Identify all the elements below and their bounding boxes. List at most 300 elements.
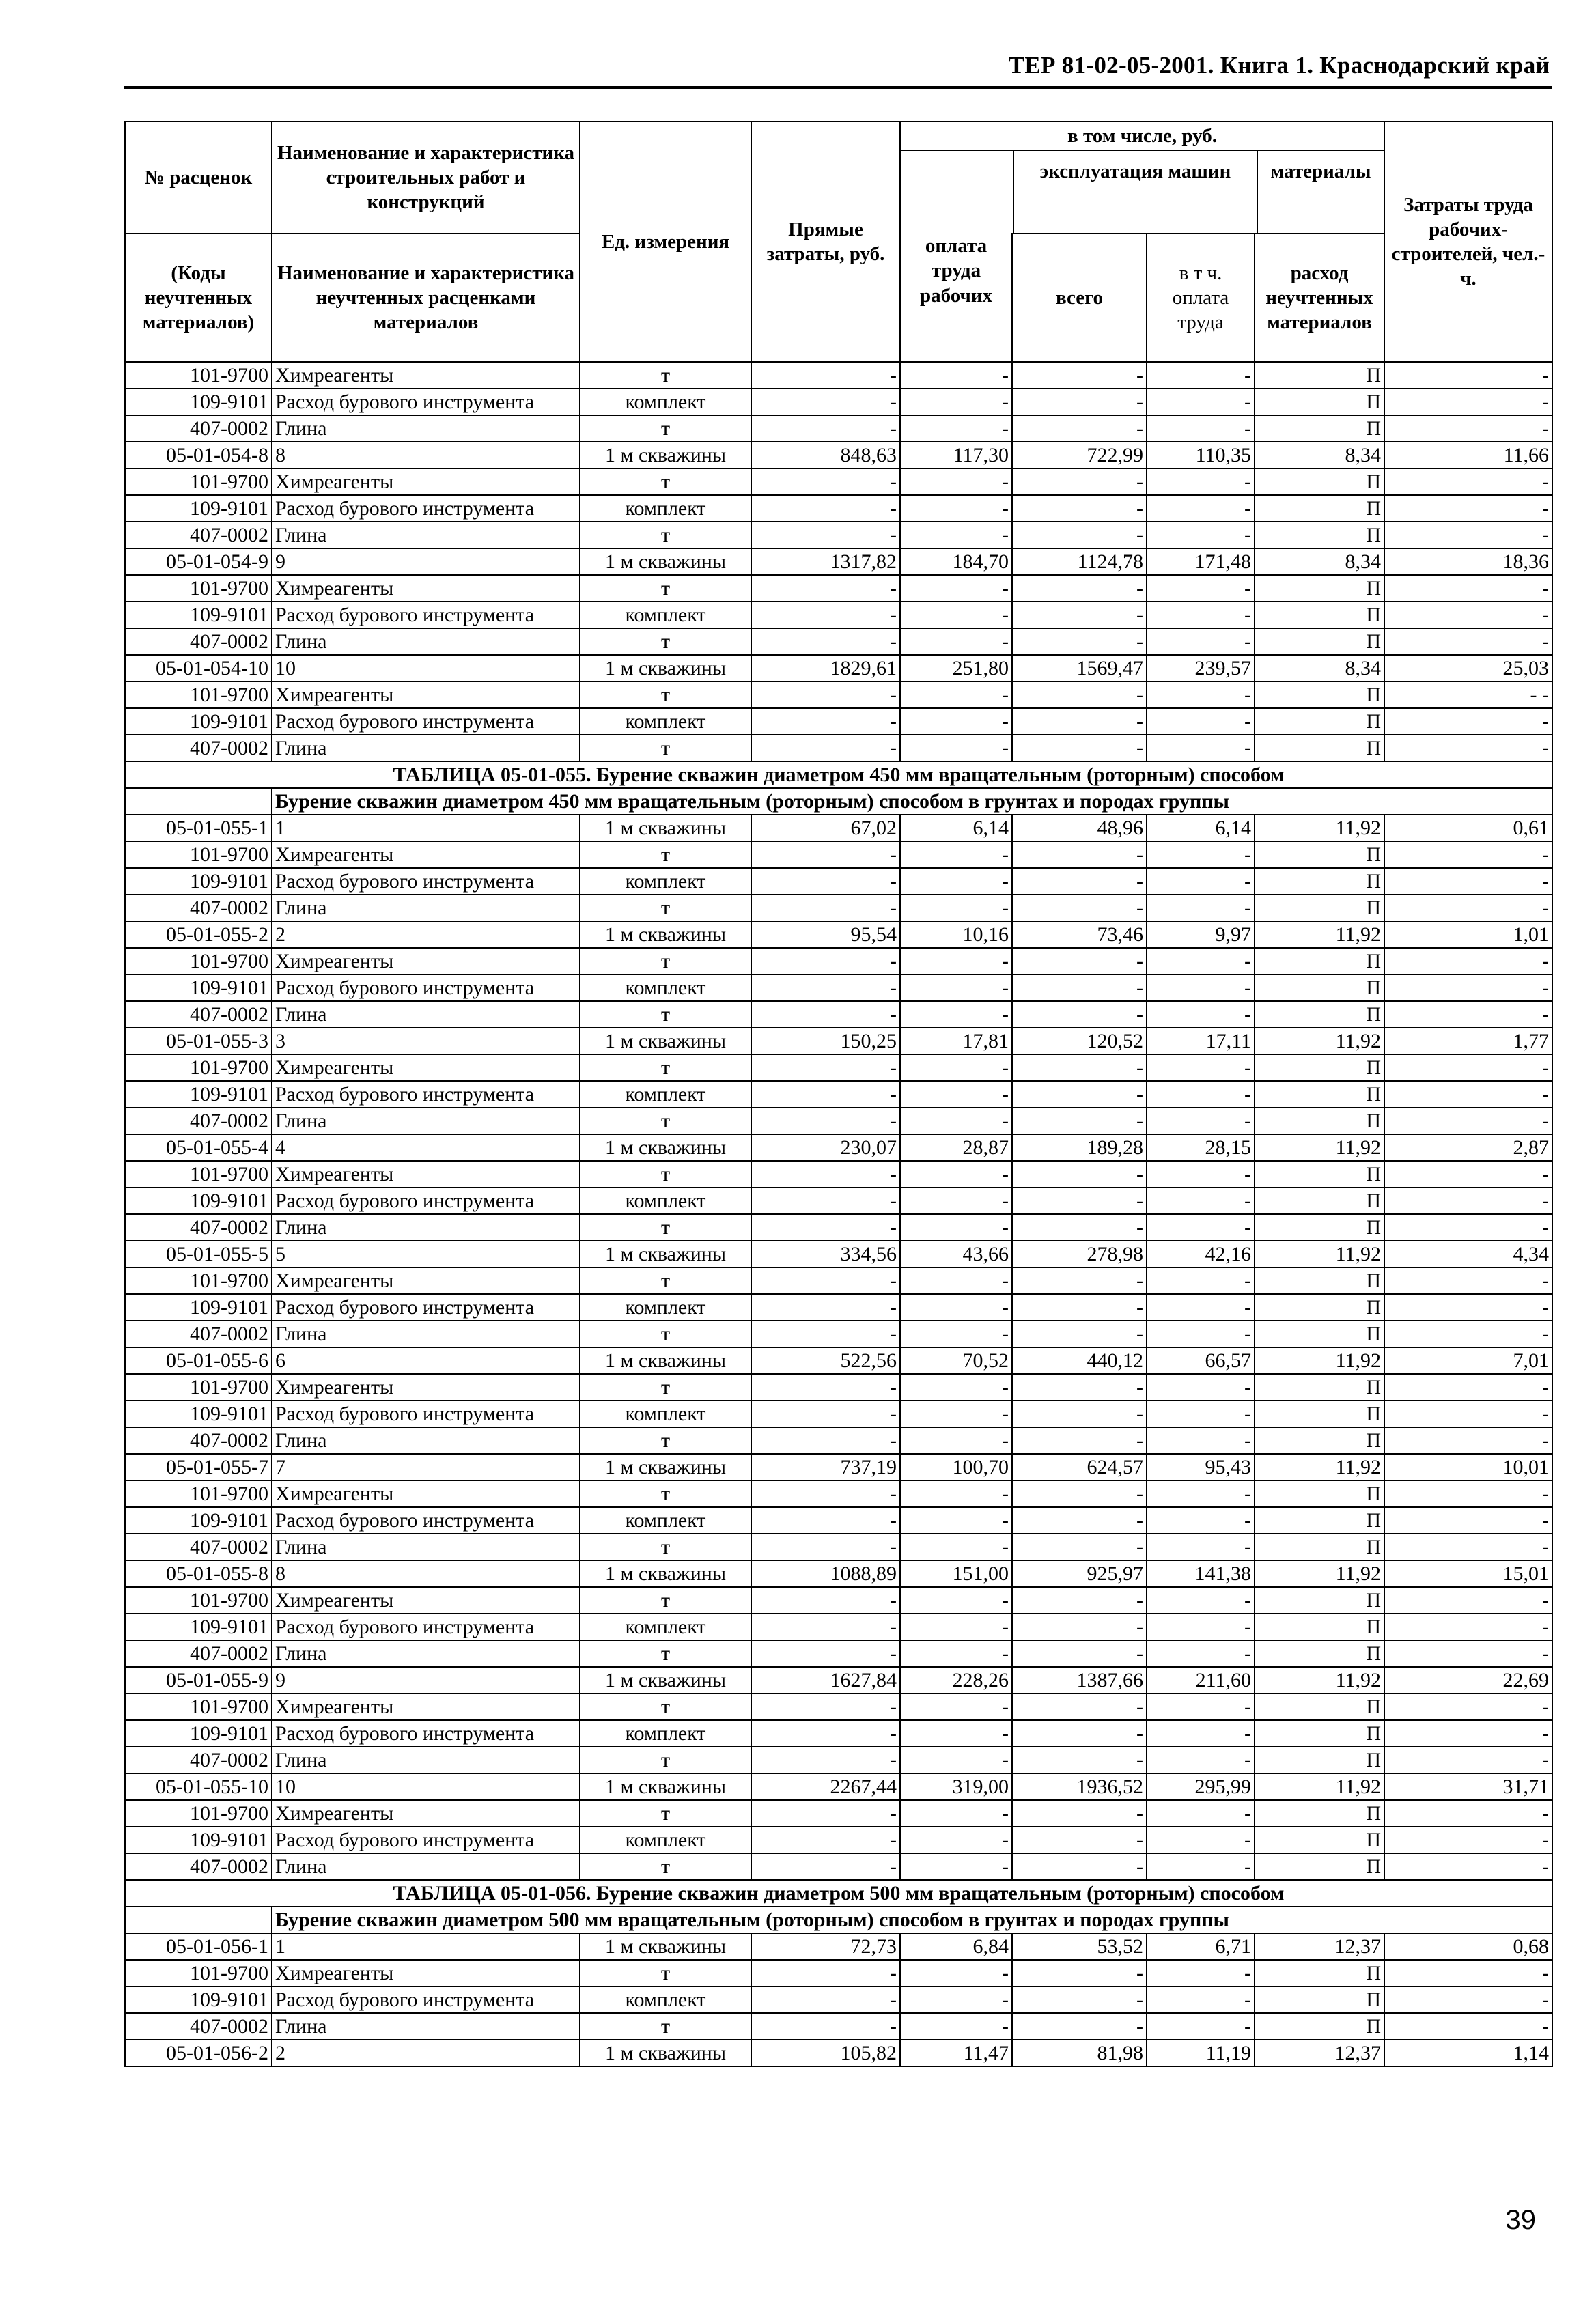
cell-direct: - bbox=[751, 1081, 900, 1108]
cell-name: 2 bbox=[272, 2040, 580, 2066]
cell-mach: - bbox=[1012, 1986, 1147, 2013]
cell-name: Расход бурового инструмента bbox=[272, 1081, 580, 1108]
cell-mach: - bbox=[1012, 415, 1147, 442]
cell-mach: 1387,66 bbox=[1012, 1667, 1147, 1694]
cell-mat: 11,92 bbox=[1255, 1773, 1384, 1800]
cell-code: 101-9700 bbox=[125, 1480, 272, 1507]
cell-pay: - bbox=[900, 868, 1012, 895]
cell-unit: 1 м скважины bbox=[580, 2040, 751, 2066]
cell-name: Глина bbox=[272, 895, 580, 921]
cell-mach: - bbox=[1012, 1853, 1147, 1880]
cell-code: 05-01-054-8 bbox=[125, 442, 272, 468]
table-row bbox=[125, 1773, 1552, 1800]
cell-unit: т bbox=[580, 415, 751, 442]
cell-labor: - bbox=[1384, 735, 1552, 761]
table-row bbox=[125, 1214, 1552, 1241]
table-row bbox=[125, 868, 1552, 895]
table-row bbox=[125, 1028, 1552, 1054]
cell-mach: 120,52 bbox=[1012, 1028, 1147, 1054]
cell-code: 05-01-056-2 bbox=[125, 2040, 272, 2066]
table-row bbox=[125, 682, 1552, 708]
cell-pay: 6,84 bbox=[900, 1933, 1012, 1960]
cell-pay: - bbox=[900, 1747, 1012, 1773]
cell-labor: - bbox=[1384, 1614, 1552, 1640]
cell-name: 3 bbox=[272, 1028, 580, 1054]
cell-code: 109-9101 bbox=[125, 1827, 272, 1853]
cell-labor: - bbox=[1384, 868, 1552, 895]
cell-labor: 15,01 bbox=[1384, 1560, 1552, 1587]
cell-unit: комплект bbox=[580, 1720, 751, 1747]
cell-mat: П bbox=[1255, 1720, 1384, 1747]
table-row bbox=[125, 1134, 1552, 1161]
cell-direct: - bbox=[751, 522, 900, 548]
cell-code: 109-9101 bbox=[125, 495, 272, 522]
cell-labor: - bbox=[1384, 841, 1552, 868]
cell-unit: комплект bbox=[580, 1401, 751, 1427]
cell-mach: 925,97 bbox=[1012, 1560, 1147, 1587]
cell-pay: 151,00 bbox=[900, 1560, 1012, 1587]
cell-labor: - bbox=[1384, 1640, 1552, 1667]
cell-mach-pay: - bbox=[1147, 682, 1255, 708]
cell-pay: - bbox=[900, 495, 1012, 522]
cell-mach-pay: 239,57 bbox=[1147, 655, 1255, 682]
cell-unit: т bbox=[580, 522, 751, 548]
cell-direct: - bbox=[751, 1401, 900, 1427]
cell-labor: - bbox=[1384, 389, 1552, 415]
cell-code: 101-9700 bbox=[125, 1161, 272, 1188]
cell-labor: - bbox=[1384, 628, 1552, 655]
cell-unit: 1 м скважины bbox=[580, 1933, 751, 1960]
cell-mach: - bbox=[1012, 1161, 1147, 1188]
cell-pay: - bbox=[900, 1694, 1012, 1720]
cell-mach: - bbox=[1012, 1108, 1147, 1134]
cell-code: 05-01-055-7 bbox=[125, 1454, 272, 1480]
table-row bbox=[125, 1321, 1552, 1347]
cell-unit: т bbox=[580, 1374, 751, 1401]
section-title: ТАБЛИЦА 05-01-056. Бурение скважин диаметром 500 мм вращательным (роторным) способом bbox=[125, 1880, 1552, 1907]
cell-mat: П bbox=[1255, 1427, 1384, 1454]
cell-direct: - bbox=[751, 1534, 900, 1560]
cell-code: 101-9700 bbox=[125, 575, 272, 602]
cell-code: 407-0002 bbox=[125, 735, 272, 761]
cell-direct: - bbox=[751, 895, 900, 921]
cell-name: Химреагенты bbox=[272, 1054, 580, 1081]
cell-unit: т bbox=[580, 1853, 751, 1880]
table-row bbox=[125, 655, 1552, 682]
cell-mach-pay: 28,15 bbox=[1147, 1134, 1255, 1161]
cell-unit: т bbox=[580, 1534, 751, 1560]
cell-mach: 278,98 bbox=[1012, 1241, 1147, 1267]
cell-pay: - bbox=[900, 362, 1012, 389]
cell-direct: - bbox=[751, 735, 900, 761]
cell-unit: комплект bbox=[580, 602, 751, 628]
cell-code: 407-0002 bbox=[125, 1214, 272, 1241]
cell-mat: П bbox=[1255, 868, 1384, 895]
cell-name: Расход бурового инструмента bbox=[272, 708, 580, 735]
cell-mat: 11,92 bbox=[1255, 815, 1384, 841]
cell-mach-pay: - bbox=[1147, 1214, 1255, 1241]
cell-labor: - bbox=[1384, 1800, 1552, 1827]
cell-mach: - bbox=[1012, 628, 1147, 655]
cell-mat: 12,37 bbox=[1255, 2040, 1384, 2066]
cell-direct: - bbox=[751, 1161, 900, 1188]
cell-mach-pay: 110,35 bbox=[1147, 442, 1255, 468]
cell-name: Глина bbox=[272, 1747, 580, 1773]
cell-mat: П bbox=[1255, 2013, 1384, 2040]
cell-mach-pay: - bbox=[1147, 1161, 1255, 1188]
cell-pay: 117,30 bbox=[900, 442, 1012, 468]
cell-code: 101-9700 bbox=[125, 1694, 272, 1720]
cell-pay: - bbox=[900, 1534, 1012, 1560]
cell-name: Расход бурового инструмента bbox=[272, 1188, 580, 1214]
cell-name: 4 bbox=[272, 1134, 580, 1161]
cell-direct: - bbox=[751, 1986, 900, 2013]
cell-mach: - bbox=[1012, 1294, 1147, 1321]
cell-pay: 228,26 bbox=[900, 1667, 1012, 1694]
cell-labor: - bbox=[1384, 1853, 1552, 1880]
table-row bbox=[125, 1108, 1552, 1134]
cell-mach: - bbox=[1012, 1427, 1147, 1454]
cell-code: 407-0002 bbox=[125, 628, 272, 655]
cell-pay: - bbox=[900, 1960, 1012, 1986]
cell-code: 05-01-055-2 bbox=[125, 921, 272, 948]
cell-labor: - bbox=[1384, 1188, 1552, 1214]
table-row bbox=[125, 575, 1552, 602]
header-machines-total: всего bbox=[1012, 234, 1147, 362]
cell-code: 407-0002 bbox=[125, 895, 272, 921]
cell-mat: П bbox=[1255, 575, 1384, 602]
cell-labor: - bbox=[1384, 708, 1552, 735]
header-machines: эксплуатация машин bbox=[1014, 151, 1258, 233]
table-row bbox=[125, 1827, 1552, 1853]
subsection-title: Бурение скважин диаметром 500 мм вращательным (роторным) способом в грунтах и породах группы bbox=[272, 1907, 1552, 1933]
cell-pay: - bbox=[900, 1214, 1012, 1241]
cell-mach-pay: - bbox=[1147, 415, 1255, 442]
cell-direct: - bbox=[751, 1188, 900, 1214]
cell-mat: П bbox=[1255, 389, 1384, 415]
cell-mach-pay: - bbox=[1147, 1081, 1255, 1108]
cell-code: 109-9101 bbox=[125, 708, 272, 735]
cell-name: Глина bbox=[272, 1321, 580, 1347]
table-row bbox=[125, 1667, 1552, 1694]
cell-pay: - bbox=[900, 1267, 1012, 1294]
cell-code: 05-01-055-9 bbox=[125, 1667, 272, 1694]
cell-name: Глина bbox=[272, 628, 580, 655]
cell-name: Глина bbox=[272, 1853, 580, 1880]
cell-labor: 1,14 bbox=[1384, 2040, 1552, 2066]
cell-mat: П bbox=[1255, 1480, 1384, 1507]
cell-mach: 189,28 bbox=[1012, 1134, 1147, 1161]
cell-mach: - bbox=[1012, 1001, 1147, 1028]
table-row bbox=[125, 1960, 1552, 1986]
cell-pay: 319,00 bbox=[900, 1773, 1012, 1800]
cell-code: 407-0002 bbox=[125, 415, 272, 442]
table-row bbox=[125, 1480, 1552, 1507]
cell-pay: - bbox=[900, 575, 1012, 602]
cell-mach: - bbox=[1012, 1960, 1147, 1986]
cell-mach: - bbox=[1012, 1374, 1147, 1401]
cell-mat: П bbox=[1255, 1614, 1384, 1640]
cell-name: Расход бурового инструмента bbox=[272, 1294, 580, 1321]
cell-unit: комплект bbox=[580, 974, 751, 1001]
cell-labor: - bbox=[1384, 1294, 1552, 1321]
cell-unit: комплект bbox=[580, 1986, 751, 2013]
cell-pay: 43,66 bbox=[900, 1241, 1012, 1267]
cell-direct: - bbox=[751, 1960, 900, 1986]
cell-mach: 1936,52 bbox=[1012, 1773, 1147, 1800]
cell-pay: - bbox=[900, 974, 1012, 1001]
table-row bbox=[125, 1054, 1552, 1081]
cell-direct: 2267,44 bbox=[751, 1773, 900, 1800]
header-labor-cost: Затраты труда рабочих-строителей, чел.-ч. bbox=[1384, 122, 1552, 362]
cell-unit: комплект bbox=[580, 389, 751, 415]
table-row bbox=[125, 708, 1552, 735]
cell-pay: - bbox=[900, 1001, 1012, 1028]
cell-mach-pay: 6,14 bbox=[1147, 815, 1255, 841]
cell-code: 05-01-055-5 bbox=[125, 1241, 272, 1267]
cell-mach: - bbox=[1012, 1614, 1147, 1640]
cell-mach: - bbox=[1012, 1587, 1147, 1614]
cell-labor: - bbox=[1384, 1427, 1552, 1454]
cell-mach: - bbox=[1012, 1827, 1147, 1853]
cell-direct: 848,63 bbox=[751, 442, 900, 468]
cell-unit: комплект bbox=[580, 708, 751, 735]
cell-mat: П bbox=[1255, 1587, 1384, 1614]
cell-direct: - bbox=[751, 1374, 900, 1401]
cell-unit: 1 м скважины bbox=[580, 1347, 751, 1374]
cell-mach: - bbox=[1012, 2013, 1147, 2040]
cell-mach: - bbox=[1012, 948, 1147, 974]
cell-mach-pay: 42,16 bbox=[1147, 1241, 1255, 1267]
cell-mach-pay: 9,97 bbox=[1147, 921, 1255, 948]
cell-code: 05-01-055-8 bbox=[125, 1560, 272, 1587]
cell-code: 109-9101 bbox=[125, 1507, 272, 1534]
cell-mat: П bbox=[1255, 735, 1384, 761]
cell-unit: комплект bbox=[580, 1294, 751, 1321]
cell-direct: - bbox=[751, 1720, 900, 1747]
header-labor-pay: оплата труда рабочих bbox=[900, 234, 1012, 362]
cell-code: 109-9101 bbox=[125, 1720, 272, 1747]
cell-name: Расход бурового инструмента bbox=[272, 495, 580, 522]
cell-pay: - bbox=[900, 415, 1012, 442]
cell-mach: 1569,47 bbox=[1012, 655, 1147, 682]
section-title-row bbox=[125, 761, 1552, 788]
cell-mach-pay: - bbox=[1147, 2013, 1255, 2040]
cell-pay: 184,70 bbox=[900, 548, 1012, 575]
cell-name: Химреагенты bbox=[272, 1694, 580, 1720]
cell-code: 101-9700 bbox=[125, 1374, 272, 1401]
table-row bbox=[125, 628, 1552, 655]
table-row bbox=[125, 841, 1552, 868]
cell-mach-pay: - bbox=[1147, 1800, 1255, 1827]
cell-labor: - bbox=[1384, 1827, 1552, 1853]
cell-unit: т bbox=[580, 1108, 751, 1134]
cell-mach-pay: - bbox=[1147, 1827, 1255, 1853]
table-row bbox=[125, 974, 1552, 1001]
table-row bbox=[125, 389, 1552, 415]
cell-mach: - bbox=[1012, 1747, 1147, 1773]
cell-pay: - bbox=[900, 1374, 1012, 1401]
cell-name: Расход бурового инструмента bbox=[272, 1827, 580, 1853]
cell-mat: 11,92 bbox=[1255, 1667, 1384, 1694]
cell-unit: т bbox=[580, 841, 751, 868]
cell-labor: 4,34 bbox=[1384, 1241, 1552, 1267]
page-number: 39 bbox=[1505, 2205, 1536, 2235]
cell-mat: П bbox=[1255, 708, 1384, 735]
cell-code: 407-0002 bbox=[125, 1640, 272, 1667]
cell-direct: - bbox=[751, 1853, 900, 1880]
cell-code: 05-01-056-1 bbox=[125, 1933, 272, 1960]
table-row bbox=[125, 362, 1552, 389]
cell-unit: 1 м скважины bbox=[580, 1028, 751, 1054]
header-machines-labor: в т ч. оплата труда bbox=[1147, 234, 1255, 362]
cell-mach-pay: - bbox=[1147, 1321, 1255, 1347]
cell-direct: - bbox=[751, 948, 900, 974]
cell-mach: 48,96 bbox=[1012, 815, 1147, 841]
cell-code: 101-9700 bbox=[125, 682, 272, 708]
cell-mat: П bbox=[1255, 1161, 1384, 1188]
cell-mat: П bbox=[1255, 1827, 1384, 1853]
header-unit: Ед. измерения bbox=[580, 122, 751, 362]
cell-name: Химреагенты bbox=[272, 1480, 580, 1507]
cell-labor: - bbox=[1384, 1081, 1552, 1108]
cell-name: 6 bbox=[272, 1347, 580, 1374]
cell-code: 109-9101 bbox=[125, 974, 272, 1001]
header-direct: Прямые затраты, руб. bbox=[751, 122, 900, 362]
cell-labor: - bbox=[1384, 948, 1552, 974]
cell-mach-pay: 141,38 bbox=[1147, 1560, 1255, 1587]
cell-mat: П bbox=[1255, 1401, 1384, 1427]
cell-mat: П bbox=[1255, 1108, 1384, 1134]
cell-mach-pay: - bbox=[1147, 1853, 1255, 1880]
cell-name: Химреагенты bbox=[272, 1374, 580, 1401]
cell-code: 109-9101 bbox=[125, 1401, 272, 1427]
cell-mat: П bbox=[1255, 682, 1384, 708]
cell-mach-pay: - bbox=[1147, 974, 1255, 1001]
cell-labor: - bbox=[1384, 1054, 1552, 1081]
table-row bbox=[125, 522, 1552, 548]
cell-mach-pay: - bbox=[1147, 575, 1255, 602]
cell-pay: - bbox=[900, 1827, 1012, 1853]
cell-unit: т bbox=[580, 575, 751, 602]
cell-name: Химреагенты bbox=[272, 841, 580, 868]
cell-pay: 17,81 bbox=[900, 1028, 1012, 1054]
cell-direct: - bbox=[751, 1507, 900, 1534]
cell-mach-pay: - bbox=[1147, 1614, 1255, 1640]
cell-mach: - bbox=[1012, 868, 1147, 895]
header-name-sub: Наименование и характеристика неучтенных расценками материалов bbox=[272, 234, 580, 362]
cell-direct: - bbox=[751, 1827, 900, 1853]
cell-mach: - bbox=[1012, 362, 1147, 389]
table-row bbox=[125, 1534, 1552, 1560]
cell-mat: 11,92 bbox=[1255, 1028, 1384, 1054]
cell-labor: - bbox=[1384, 1747, 1552, 1773]
cell-name: 9 bbox=[272, 1667, 580, 1694]
cell-labor: - bbox=[1384, 602, 1552, 628]
cell-unit: 1 м скважины bbox=[580, 921, 751, 948]
table-row bbox=[125, 1374, 1552, 1401]
cell-unit: комплект bbox=[580, 868, 751, 895]
cell-name: Глина bbox=[272, 735, 580, 761]
cell-mach: - bbox=[1012, 1480, 1147, 1507]
cell-mach: - bbox=[1012, 1188, 1147, 1214]
cell-mat: 8,34 bbox=[1255, 655, 1384, 682]
cell-unit: т bbox=[580, 1427, 751, 1454]
cell-mach: - bbox=[1012, 1321, 1147, 1347]
cell-direct: - bbox=[751, 1800, 900, 1827]
cell-pay: - bbox=[900, 948, 1012, 974]
cell-mat: П bbox=[1255, 415, 1384, 442]
cell-mat: 11,92 bbox=[1255, 1134, 1384, 1161]
cell-mach: 73,46 bbox=[1012, 921, 1147, 948]
cell-direct: - bbox=[751, 974, 900, 1001]
cell-unit: т bbox=[580, 1267, 751, 1294]
cell-direct: - bbox=[751, 415, 900, 442]
cell-name: Расход бурового инструмента bbox=[272, 1401, 580, 1427]
cell-pay: - bbox=[900, 1294, 1012, 1321]
cell-direct: - bbox=[751, 1480, 900, 1507]
cell-mach: - bbox=[1012, 1720, 1147, 1747]
cell-mat: 8,34 bbox=[1255, 548, 1384, 575]
table-row bbox=[125, 1267, 1552, 1294]
header-code: № расценок bbox=[125, 122, 272, 234]
cell-direct: 1088,89 bbox=[751, 1560, 900, 1587]
cell-mach: - bbox=[1012, 1694, 1147, 1720]
header-name: Наименование и характеристика строительных работ и конструкций bbox=[272, 122, 580, 234]
cell-name: 10 bbox=[272, 1773, 580, 1800]
cell-name: 2 bbox=[272, 921, 580, 948]
cell-mach: - bbox=[1012, 1267, 1147, 1294]
cell-unit: т bbox=[580, 1747, 751, 1773]
cell-name: Глина bbox=[272, 1534, 580, 1560]
cell-direct: - bbox=[751, 682, 900, 708]
cell-labor: 0,68 bbox=[1384, 1933, 1552, 1960]
cell-direct: - bbox=[751, 1640, 900, 1667]
cell-pay: - bbox=[900, 1720, 1012, 1747]
table-row bbox=[125, 1454, 1552, 1480]
cell-mat: П bbox=[1255, 362, 1384, 389]
cell-unit: 1 м скважины bbox=[580, 548, 751, 575]
cell-pay: 251,80 bbox=[900, 655, 1012, 682]
cell-labor: - bbox=[1384, 1694, 1552, 1720]
cell-mach: - bbox=[1012, 389, 1147, 415]
cell-name: Глина bbox=[272, 522, 580, 548]
cell-direct: - bbox=[751, 1614, 900, 1640]
table-row bbox=[125, 1800, 1552, 1827]
cell-labor: - bbox=[1384, 1720, 1552, 1747]
cell-name: Химреагенты bbox=[272, 575, 580, 602]
cell-code: 101-9700 bbox=[125, 1587, 272, 1614]
cell-name: 1 bbox=[272, 1933, 580, 1960]
cell-mat: 11,92 bbox=[1255, 1241, 1384, 1267]
cell-mach-pay: 295,99 bbox=[1147, 1773, 1255, 1800]
cell-labor: - bbox=[1384, 1001, 1552, 1028]
cell-name: 9 bbox=[272, 548, 580, 575]
cell-mach: - bbox=[1012, 682, 1147, 708]
cell-labor: - bbox=[1384, 1587, 1552, 1614]
cell-name: 8 bbox=[272, 1560, 580, 1587]
cell-labor: - bbox=[1384, 895, 1552, 921]
cell-mat: П bbox=[1255, 974, 1384, 1001]
cell-pay: - bbox=[900, 1161, 1012, 1188]
cell-direct: - bbox=[751, 495, 900, 522]
cell-direct: - bbox=[751, 708, 900, 735]
cell-labor: 0,61 bbox=[1384, 815, 1552, 841]
cell-code: 101-9700 bbox=[125, 1800, 272, 1827]
cell-code: 101-9700 bbox=[125, 1267, 272, 1294]
cell-mat: П bbox=[1255, 948, 1384, 974]
cell-code: 407-0002 bbox=[125, 522, 272, 548]
